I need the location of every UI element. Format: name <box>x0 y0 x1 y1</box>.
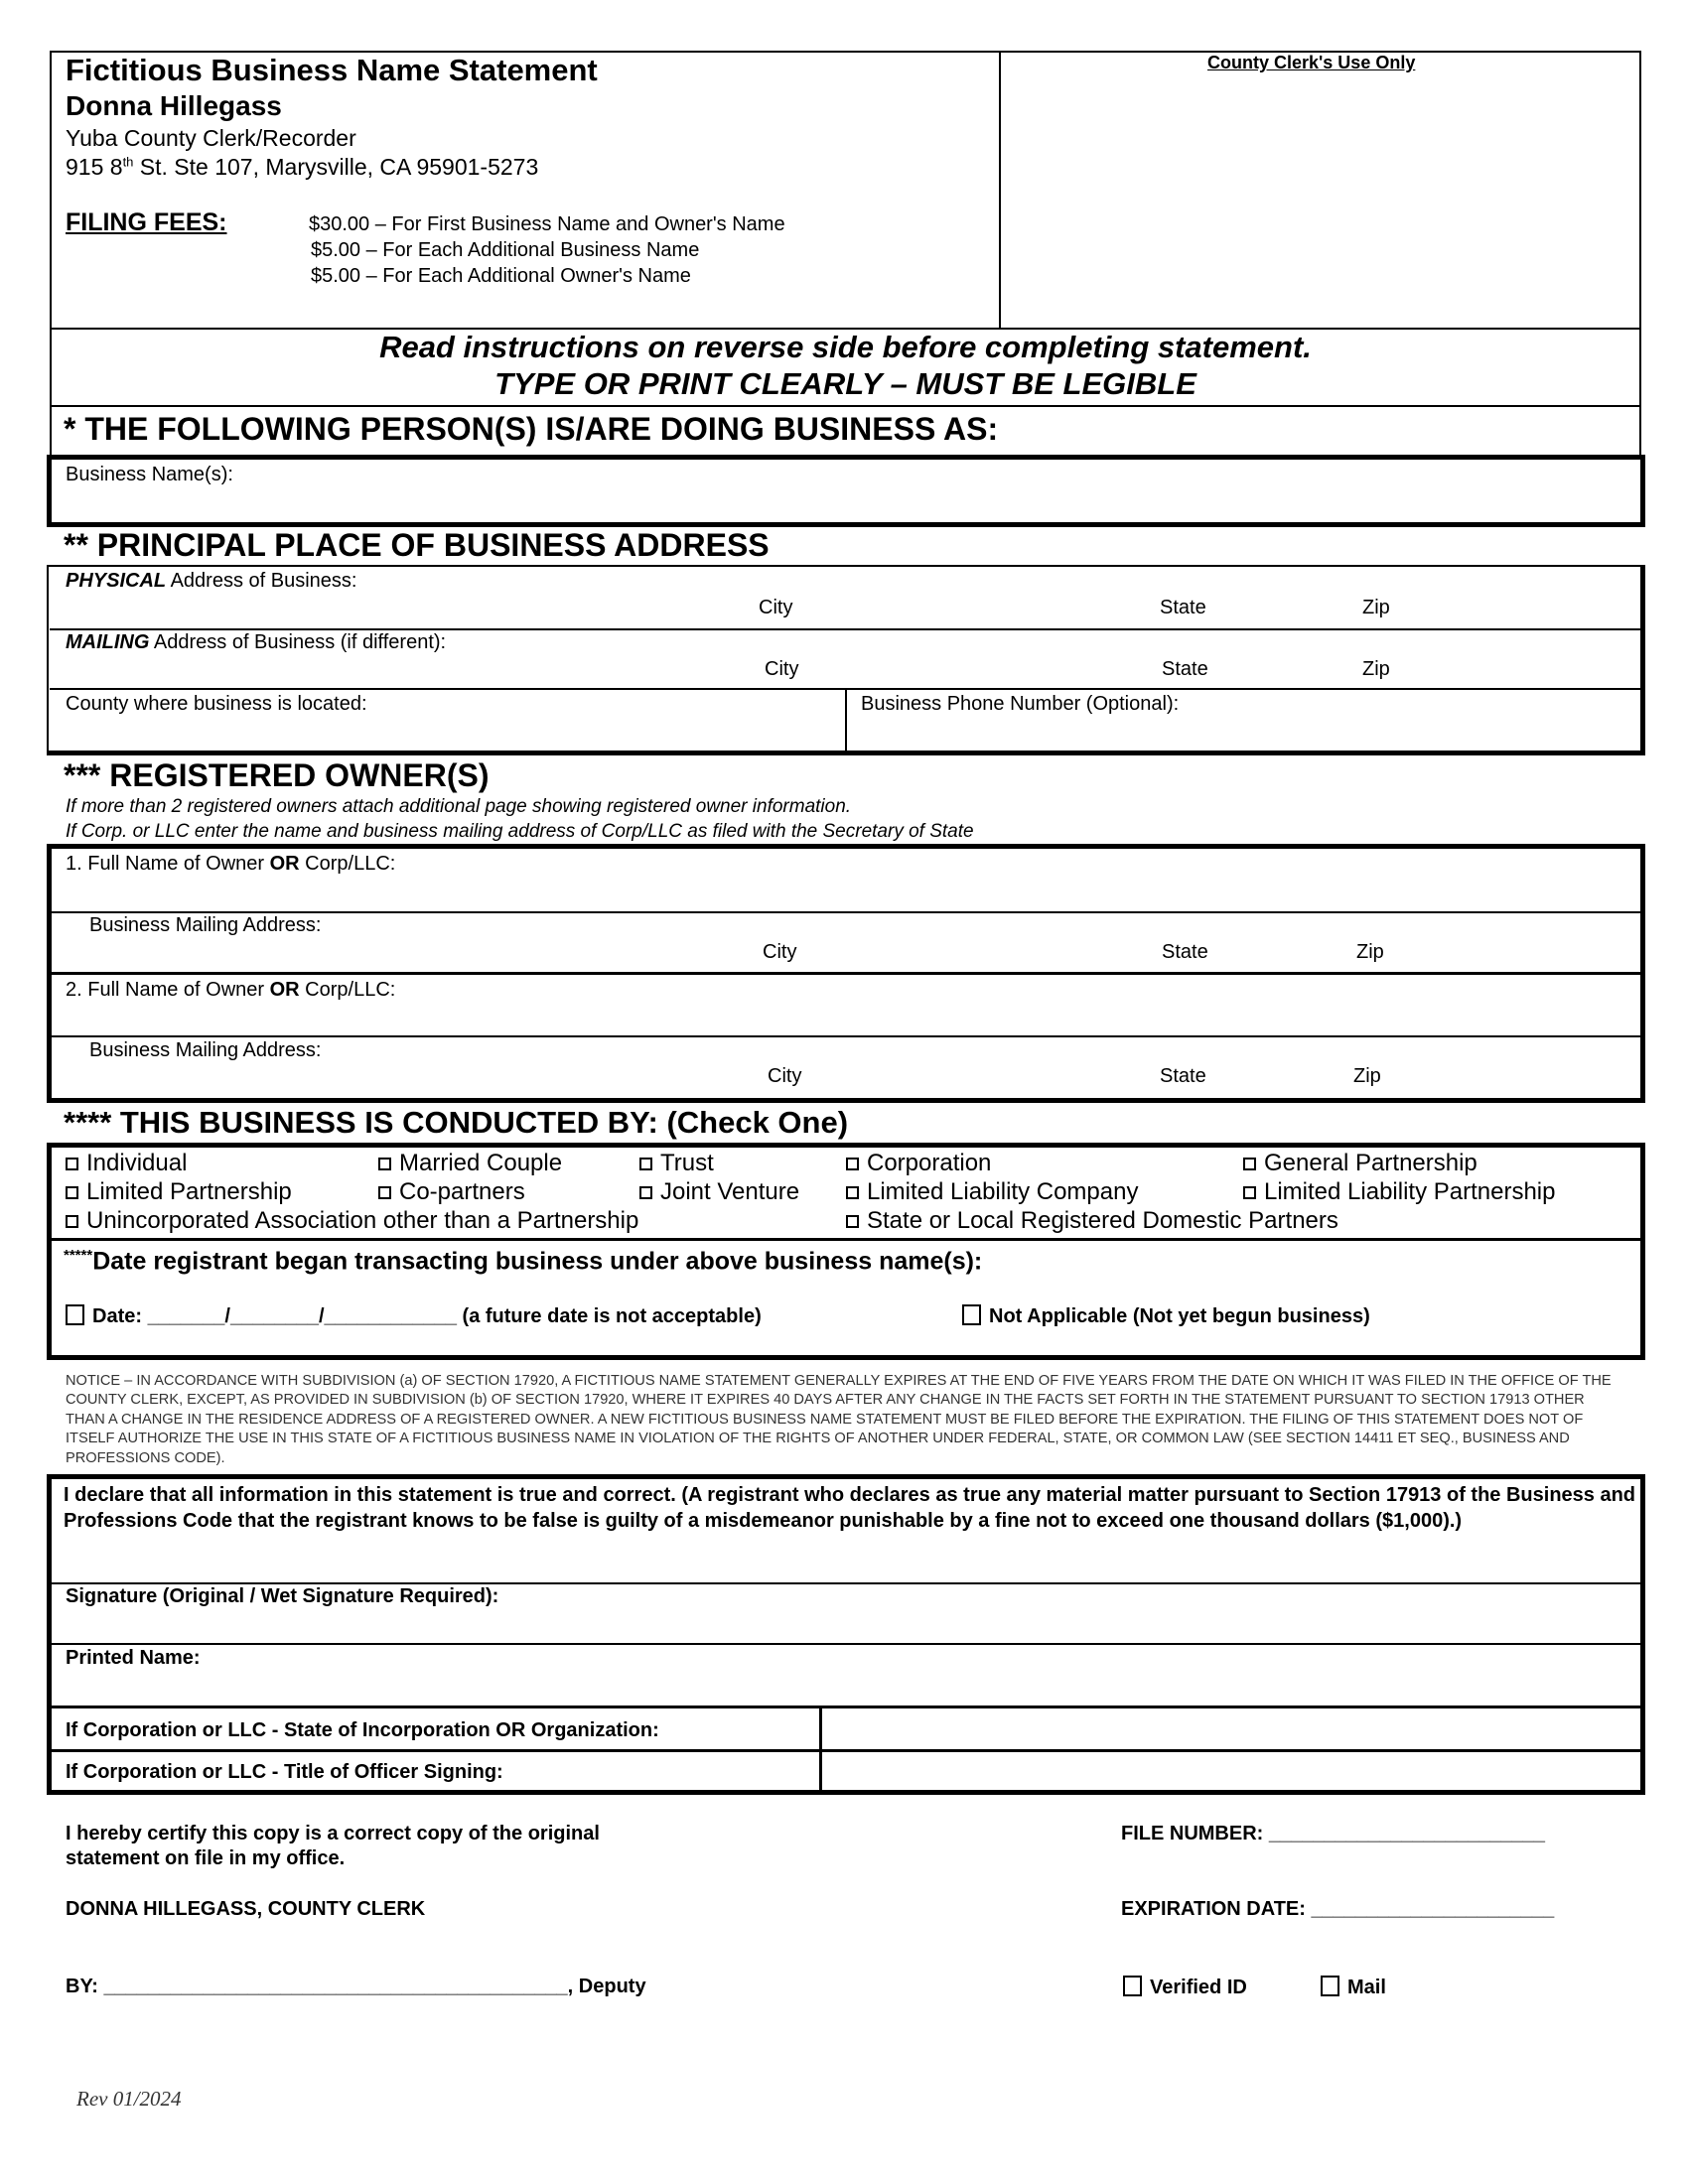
checkbox-icon <box>846 1158 859 1170</box>
zip-label: Zip <box>1362 597 1390 618</box>
owners-heading: *** REGISTERED OWNER(S) <box>64 757 490 793</box>
conducted-heading: **** THIS BUSINESS IS CONDUCTED BY: (Check One) <box>64 1105 849 1140</box>
checkbox-icon <box>66 1186 78 1199</box>
owners-note: If Corp. or LLC enter the name and business mailing address of Corp/LLC as filed with the Secretary of State <box>66 821 974 842</box>
owner2-mailing-field[interactable]: Business Mailing Address: <box>89 1039 322 1061</box>
business-name-field[interactable] <box>47 455 1645 527</box>
checkbox-icon <box>66 1304 84 1325</box>
option-unincorporated-association[interactable]: Unincorporated Association other than a Partnership <box>66 1207 638 1235</box>
owners-note: If more than 2 registered owners attach additional page showing registered owner information. <box>66 796 852 817</box>
deputy-line: BY: __________________________________________, Deputy <box>66 1976 646 1997</box>
certify-text: statement on file in my office. <box>66 1847 346 1869</box>
dba-heading: * THE FOLLOWING PERSON(S) IS/ARE DOING BUSINESS AS: <box>64 411 999 447</box>
signature-field[interactable]: Signature (Original / Wet Signature Required): <box>66 1585 499 1607</box>
option-domestic-partners[interactable]: State or Local Registered Domestic Partners <box>846 1207 1338 1235</box>
checkbox-icon <box>846 1215 859 1228</box>
option-llp[interactable]: Limited Liability Partnership <box>1243 1178 1555 1206</box>
business-name-label: Business Name(s): <box>66 464 233 485</box>
officer-title-field[interactable]: If Corporation or LLC - Title of Officer Signing: <box>66 1761 503 1783</box>
checkbox-icon <box>378 1158 391 1170</box>
certify-text: I hereby certify this copy is a correct copy of the original <box>66 1823 600 1844</box>
option-trust[interactable]: Trust <box>639 1150 714 1177</box>
divider <box>50 1749 1641 1752</box>
divider <box>50 1643 1641 1645</box>
state-label: State <box>1162 658 1208 680</box>
city-label: City <box>763 941 797 963</box>
checkbox-icon <box>639 1158 652 1170</box>
checkbox-icon <box>1123 1976 1142 1996</box>
checkbox-icon <box>66 1215 78 1228</box>
zip-label: Zip <box>1362 658 1390 680</box>
divider <box>50 1582 1641 1584</box>
clerk-use-label: County Clerk's Use Only <box>1207 53 1416 72</box>
state-incorporation-field[interactable]: If Corporation or LLC - State of Incorporation OR Organization: <box>66 1719 659 1741</box>
filing-fees-label: FILING FEES: <box>66 208 227 236</box>
physical-address-field[interactable]: PHYSICAL Address of Business: <box>66 570 357 592</box>
office-address: 915 8th St. Ste 107, Marysville, CA 95901-5273 <box>66 154 539 180</box>
divider <box>50 628 1641 630</box>
checkbox-icon <box>639 1186 652 1199</box>
option-married-couple[interactable]: Married Couple <box>378 1150 562 1177</box>
fee-item: $5.00 – For Each Additional Owner's Name <box>311 265 691 287</box>
fee-item: $5.00 – For Each Additional Business Name <box>311 239 700 261</box>
option-joint-venture[interactable]: Joint Venture <box>639 1178 799 1206</box>
instructions-line1: Read instructions on reverse side before completing statement. <box>379 330 1312 364</box>
option-corporation[interactable]: Corporation <box>846 1150 991 1177</box>
divider <box>50 1706 1641 1708</box>
header-box <box>50 51 1641 330</box>
state-label: State <box>1160 1065 1206 1087</box>
city-label: City <box>765 658 799 680</box>
city-label: City <box>759 597 793 618</box>
form-title: Fictitious Business Name Statement <box>66 53 598 87</box>
address-heading: ** PRINCIPAL PLACE OF BUSINESS ADDRESS <box>64 527 770 563</box>
mailing-address-field[interactable]: MAILING Address of Business (if different): <box>66 631 447 653</box>
printed-name-field[interactable]: Printed Name: <box>66 1647 201 1669</box>
owner1-mailing-field[interactable]: Business Mailing Address: <box>89 914 322 936</box>
checkbox-icon <box>1243 1186 1256 1199</box>
checkbox-icon <box>962 1304 981 1325</box>
divider <box>50 1035 1641 1037</box>
state-label: State <box>1162 941 1208 963</box>
checkbox-icon <box>1321 1976 1339 1996</box>
divider <box>50 972 1641 975</box>
date-option[interactable]: Date: _______/________/____________ (a future date is not acceptable) <box>66 1304 762 1328</box>
option-individual[interactable]: Individual <box>66 1150 187 1177</box>
clerk-name: Donna Hillegass <box>66 90 282 121</box>
checkbox-icon <box>66 1158 78 1170</box>
option-co-partners[interactable]: Co-partners <box>378 1178 525 1206</box>
phone-field[interactable]: Business Phone Number (Optional): <box>861 693 1180 715</box>
divider <box>819 1706 822 1791</box>
checkbox-icon <box>846 1186 859 1199</box>
mail-option[interactable]: Mail <box>1321 1976 1386 1999</box>
notice-text: NOTICE – IN ACCORDANCE WITH SUBDIVISION (a) OF SECTION 17920, A FICTITIOUS NAME STATEMENT GENERALLY EXPIRES AT THE END OF FIVE YEARS FROM THE DATE ON WHICH IT WAS FILED IN THE OFFICE OF THE COUNTY CLERK, EXCEPT, AS PROVIDED IN SUBDIVISION (b) OF SECTION 17920, WHERE IT EXPIRES 40 DAYS AFTER ANY CHANGE IN THE FACTS SET FORTH IN THE STATEMENT PURSUANT TO SECTION 17913 OTHER THAN A CHANGE IN THE RESIDENCE ADDRESS OF A REGISTERED OWNER. A NEW FICTITIOUS BUSINESS NAME STATEMENT MUST BE FILED BEFORE THE EXPIRATION. THE FILING OF THIS STATEMENT DOES NOT OF ITSELF AUTHORIZE THE USE IN THIS STATE OF A FICTITIOUS BUSINESS NAME IN VIOLATION OF THE RIGHTS OF ANOTHER UNDER FEDERAL, STATE, OR COMMON LAW (SEE SECTION 14411 ET SEQ., BUSINESS AND PROFESSIONS CODE). <box>66 1373 1612 1466</box>
county-clerk: DONNA HILLEGASS, COUNTY CLERK <box>66 1898 426 1920</box>
county-field[interactable]: County where business is located: <box>66 693 367 715</box>
expiration-date: EXPIRATION DATE: ______________________ <box>1121 1898 1555 1920</box>
not-applicable-option[interactable]: Not Applicable (Not yet begun business) <box>962 1304 1370 1328</box>
city-label: City <box>768 1065 802 1087</box>
checkbox-icon <box>378 1186 391 1199</box>
owner2-name-field[interactable]: 2. Full Name of Owner OR Corp/LLC: <box>66 979 396 1001</box>
owner1-name-field[interactable]: 1. Full Name of Owner OR Corp/LLC: <box>66 853 396 875</box>
zip-label: Zip <box>1356 941 1384 963</box>
checkbox-icon <box>1243 1158 1256 1170</box>
option-general-partnership[interactable]: General Partnership <box>1243 1150 1477 1177</box>
zip-label: Zip <box>1353 1065 1381 1087</box>
divider <box>50 1238 1641 1241</box>
declaration-text: I declare that all information in this statement is true and correct. (A registrant who declares as true any material matter pursuant to Section 17913 of the Business and Professions Code that the registrant knows to be false is guilty of a misdemeanor punishable by a fine not to exceed one thousand dollars ($1,000).) <box>64 1484 1636 1532</box>
option-llc[interactable]: Limited Liability Company <box>846 1178 1138 1206</box>
divider <box>999 51 1001 329</box>
divider <box>845 688 847 751</box>
divider <box>50 911 1641 913</box>
verified-id-option[interactable]: Verified ID <box>1123 1976 1247 1999</box>
file-number: FILE NUMBER: _________________________ <box>1121 1823 1545 1844</box>
office-name: Yuba County Clerk/Recorder <box>66 125 356 151</box>
revision: Rev 01/2024 <box>76 2087 182 2111</box>
option-limited-partnership[interactable]: Limited Partnership <box>66 1178 292 1206</box>
instructions-line2: TYPE OR PRINT CLEARLY – MUST BE LEGIBLE <box>494 366 1196 401</box>
fee-item: $30.00 – For First Business Name and Owner's Name <box>309 213 785 235</box>
state-label: State <box>1160 597 1206 618</box>
date-heading: *****Date registrant began transacting business under above business name(s): <box>64 1247 983 1276</box>
